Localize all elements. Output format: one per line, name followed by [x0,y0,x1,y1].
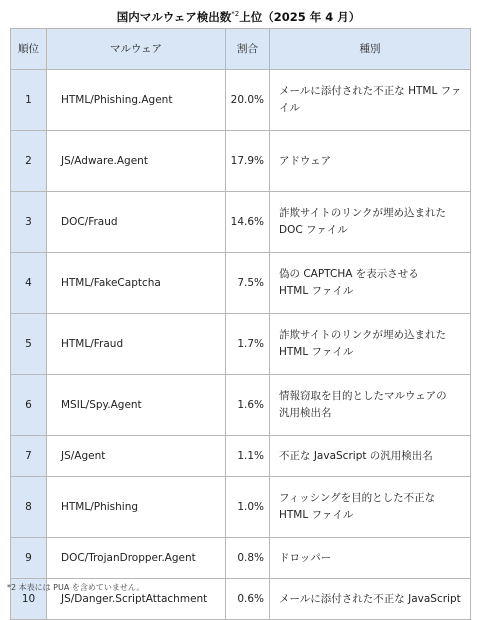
rank-cell: 8 [11,477,47,538]
table-row [11,70,471,131]
type-cell: フィッシングを目的とした不正な HTML ファイル [270,477,471,538]
malware-name-cell: DOC/TrojanDropper.Agent [47,538,226,579]
type-cell: 情報窃取を目的としたマルウェアの 汎用検出名 [270,375,471,436]
malware-name-cell: HTML/Phishing [47,477,226,538]
table-row [11,375,471,436]
malware-name-cell: JS/Danger.ScriptAttachment [47,579,226,620]
rank-cell: 7 [11,436,47,477]
header-rank: 順位 [11,29,47,70]
ratio-cell: 0.8% [226,538,270,579]
table-row [11,538,471,579]
malware-name-cell: MSIL/Spy.Agent [47,375,226,436]
page-title [0,9,477,25]
type-cell: 不正な JavaScript の汎用検出名 [270,436,471,477]
table-row [11,131,471,192]
footnote: *2 本表には PUA を含めていません。 [7,583,145,592]
table-row [11,253,471,314]
malware-ranking-table [10,28,471,620]
rank-cell: 2 [11,131,47,192]
header-malware: マルウェア [47,29,226,70]
rank-cell: 1 [11,70,47,131]
table-header-row [11,29,471,70]
rank-cell: 5 [11,314,47,375]
rank-cell: 10 [11,579,47,620]
title-note-mark: *2 [231,10,240,19]
type-cell: ドロッパー [270,538,471,579]
malware-name-cell: HTML/Phishing.Agent [47,70,226,131]
ratio-cell: 0.6% [226,579,270,620]
rank-cell: 4 [11,253,47,314]
table-row [11,192,471,253]
table-row [11,314,471,375]
header-type: 種別 [270,29,471,70]
malware-name-cell: HTML/Fraud [47,314,226,375]
ratio-cell: 20.0% [226,70,270,131]
table-row [11,436,471,477]
malware-name-cell: JS/Adware.Agent [47,131,226,192]
type-cell: メールに添付された不正な HTML ファイル [270,70,471,131]
ratio-cell: 1.0% [226,477,270,538]
malware-name-cell: HTML/FakeCaptcha [47,253,226,314]
type-cell: 偽の CAPTCHA を表示させる HTML ファイル [270,253,471,314]
rank-cell: 9 [11,538,47,579]
ratio-cell: 14.6% [226,192,270,253]
ratio-cell: 1.6% [226,375,270,436]
type-cell: メールに添付された不正な JavaScript [270,579,471,620]
ratio-cell: 1.1% [226,436,270,477]
rank-cell: 6 [11,375,47,436]
type-cell: 詐欺サイトのリンクが埋め込まれた HTML ファイル [270,314,471,375]
table-row [11,477,471,538]
malware-name-cell: JS/Agent [47,436,226,477]
title-main: 国内マルウェア検出数 [116,10,232,24]
ratio-cell: 17.9% [226,131,270,192]
type-cell: 詐欺サイトのリンクが埋め込まれた DOC ファイル [270,192,471,253]
title-suffix: 上位（2025 年 4 月） [239,10,361,24]
type-cell: アドウェア [270,131,471,192]
rank-cell: 3 [11,192,47,253]
ratio-cell: 7.5% [226,253,270,314]
malware-name-cell: DOC/Fraud [47,192,226,253]
ratio-cell: 1.7% [226,314,270,375]
header-ratio: 割合 [226,29,270,70]
